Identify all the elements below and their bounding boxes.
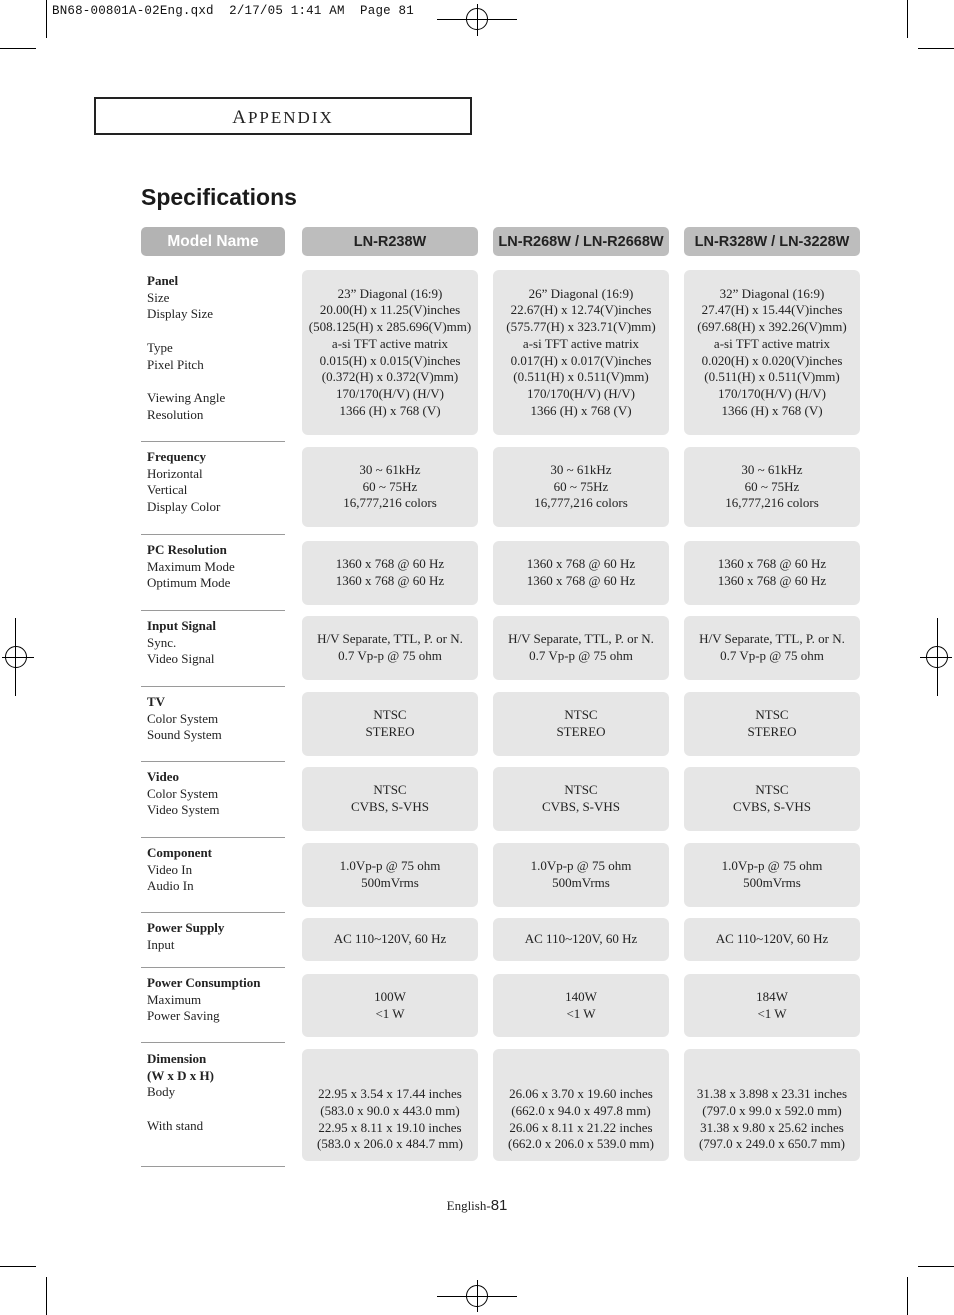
dimension-heading-units: (W x D x H) [147, 1067, 214, 1083]
print-slug: BN68-00801A-02Eng.qxd 2/17/05 1:41 AM Page 81 [52, 4, 414, 18]
row-divider [141, 610, 285, 611]
spec-label: Video In [147, 861, 193, 877]
crop-mark [46, 0, 47, 38]
spec-value: NTSC [755, 707, 789, 723]
spec-value: (662.0 x 94.0 x 497.8 mm) [511, 1102, 651, 1118]
spec-value: 0.7 Vp-p @ 75 ohm [720, 648, 824, 663]
spec-value: (583.0 x 206.0 x 484.7 mm) [317, 1136, 463, 1152]
spec-value: a-si TFT active matrix [331, 335, 449, 351]
spec-label [147, 323, 225, 340]
power-consumption-labels [147, 975, 261, 1025]
crop-mark [0, 48, 36, 49]
spec-value: AC 110~120V, 60 Hz [524, 931, 638, 947]
spec-label: Display Color [147, 499, 221, 515]
crop-mark [907, 0, 908, 38]
video-heading: Video [147, 769, 180, 784]
power-consumption-heading: Power Consumption [147, 975, 261, 990]
row-divider [141, 1042, 285, 1043]
input-signal-values-model-1 [302, 616, 478, 680]
spec-value: 60 ~ 75Hz [553, 478, 609, 494]
page-title: Specifications [141, 184, 297, 210]
row-divider [141, 441, 285, 442]
spec-value: NTSC [373, 782, 407, 798]
registration-mark-circle [466, 8, 488, 30]
frequency-labels [147, 449, 220, 516]
spec-value: 20.00(H) x 11.25(V)inches [319, 302, 461, 318]
power-supply-labels [147, 920, 224, 953]
spec-value: NTSC [564, 782, 598, 798]
section-title-rest: PPENDIX [247, 108, 334, 127]
spec-value: 31.38 x 9.80 x 25.62 inches [700, 1119, 844, 1135]
section-header [94, 97, 472, 135]
spec-value: (583.0 x 90.0 x 443.0 mm) [320, 1102, 460, 1118]
spec-value: 1360 x 768 @ 60 Hz [717, 573, 827, 588]
spec-value: 22.95 x 8.11 x 19.10 inches [318, 1119, 462, 1135]
spec-value: 16,777,216 colors [725, 495, 819, 511]
tv-values-model-1 [302, 692, 478, 756]
spec-label: Pixel Pitch [147, 356, 204, 372]
spec-value: 1.0Vp-p @ 75 ohm [339, 858, 441, 874]
power-supply-heading: Power Supply [147, 920, 225, 935]
spec-label: Input [147, 936, 175, 952]
row-divider [141, 761, 285, 762]
dimension-labels [147, 1051, 214, 1135]
spec-value: 1360 x 768 @ 60 Hz [526, 556, 636, 572]
row-divider [141, 912, 285, 913]
component-heading: Component [147, 845, 213, 860]
frequency-heading: Frequency [147, 449, 206, 464]
spec-value: STEREO [365, 724, 415, 739]
spec-value: H/V Separate, TTL, P. or N. [508, 631, 654, 647]
spec-value: 170/170(H/V) (H/V) [527, 385, 635, 401]
spec-label: Body [147, 1084, 176, 1100]
spec-value: (797.0 x 99.0 x 592.0 mm) [702, 1102, 842, 1118]
tv-labels [147, 694, 222, 744]
spec-label: Resolution [147, 406, 204, 422]
component-values-model-3 [684, 843, 860, 907]
spec-label: Type [147, 339, 173, 355]
spec-value: a-si TFT active matrix [713, 335, 831, 351]
spec-value: 22.95 x 3.54 x 17.44 inches [318, 1086, 462, 1102]
pc-resolution-heading: PC Resolution [147, 542, 227, 557]
spec-value: 22.67(H) x 12.74(V)inches [510, 302, 652, 318]
spec-label: Sound System [147, 727, 222, 743]
power-supply-values-model-1 [302, 918, 478, 961]
spec-value: <1 W [375, 1005, 405, 1021]
spec-value: (662.0 x 206.0 x 539.0 mm) [508, 1136, 654, 1152]
component-labels [147, 845, 212, 895]
page-number: 81 [490, 1197, 508, 1214]
spec-value: 140W [565, 988, 597, 1004]
spec-label: Viewing Angle [147, 389, 226, 405]
spec-value: 0.020(H) x 0.020(V)inches [701, 352, 843, 368]
spec-label: Optimum Mode [147, 575, 231, 591]
spec-label: With stand [147, 1117, 204, 1133]
spec-value: 1.0Vp-p @ 75 ohm [530, 858, 632, 874]
spec-label: Sync. [147, 634, 177, 650]
spec-label: Video System [147, 802, 220, 818]
spec-value: 0.7 Vp-p @ 75 ohm [529, 648, 633, 663]
row-divider [141, 837, 285, 838]
pc-resolution-values-model-1 [302, 541, 478, 605]
spec-label: Power Saving [147, 1008, 220, 1024]
spec-label [147, 373, 225, 390]
spec-value: NTSC [564, 707, 598, 723]
model-header-1: LN-R238W [302, 227, 478, 256]
spec-label: Horizontal [147, 465, 203, 481]
spec-value: STEREO [747, 724, 797, 739]
spec-value: 1.0Vp-p @ 75 ohm [721, 858, 823, 874]
frequency-values-model-3 [684, 447, 860, 527]
dimension-heading: Dimension [147, 1051, 207, 1066]
dimension-values-model-2 [493, 1049, 669, 1161]
model-name-header: Model Name [141, 227, 285, 256]
model-header-2: LN-R268W / LN-R2668W [493, 227, 669, 256]
panel-values-model-1 [302, 270, 478, 435]
input-signal-heading: Input Signal [147, 618, 217, 633]
panel-heading: Panel [147, 273, 179, 288]
video-values-model-2 [493, 767, 669, 831]
spec-label: Audio In [147, 878, 194, 894]
tv-values-model-2 [493, 692, 669, 756]
spec-value: 23” Diagonal (16:9) [337, 285, 443, 301]
video-values-model-3 [684, 767, 860, 831]
spec-value: 1366 (H) x 768 (V) [721, 402, 823, 418]
spec-value: (797.0 x 249.0 x 650.7 mm) [699, 1136, 845, 1152]
power-consumption-values-model-2 [493, 974, 669, 1037]
spec-value: 26” Diagonal (16:9) [528, 285, 634, 301]
spec-value: 1366 (H) x 768 (V) [339, 402, 441, 418]
section-title [96, 107, 470, 129]
crop-mark [918, 1266, 954, 1267]
panel-values-model-2 [493, 270, 669, 435]
spec-label: Maximum Mode [147, 558, 235, 574]
frequency-values-model-1 [302, 447, 478, 527]
crop-mark [918, 48, 954, 49]
spec-value: 30 ~ 61kHz [359, 461, 421, 477]
spec-value: 500mVrms [552, 875, 610, 890]
spec-label [147, 1101, 214, 1118]
spec-value: 1360 x 768 @ 60 Hz [717, 556, 827, 572]
spec-value: 16,777,216 colors [343, 495, 437, 511]
spec-value: (0.511(H) x 0.511(V)mm) [513, 369, 649, 385]
row-divider [141, 534, 285, 535]
row-divider [141, 686, 285, 687]
row-divider [141, 967, 285, 968]
spec-value: 0.7 Vp-p @ 75 ohm [338, 648, 442, 663]
section-title-initial: A [232, 107, 248, 128]
pc-resolution-values-model-3 [684, 541, 860, 605]
registration-mark-circle [5, 646, 27, 668]
spec-value: 0.015(H) x 0.015(V)inches [319, 352, 461, 368]
spec-value: 1360 x 768 @ 60 Hz [335, 556, 445, 572]
spec-value: 1360 x 768 @ 60 Hz [526, 573, 636, 588]
input-signal-values-model-2 [493, 616, 669, 680]
crop-mark [46, 1277, 47, 1315]
spec-value: (697.68(H) x 392.26(V)mm) [697, 319, 847, 335]
spec-value: CVBS, S-VHS [350, 799, 430, 814]
spec-value: <1 W [757, 1005, 787, 1021]
spec-value: 27.47(H) x 15.44(V)inches [701, 302, 843, 318]
video-labels [147, 769, 220, 819]
spec-label: Size [147, 289, 170, 305]
component-values-model-1 [302, 843, 478, 907]
spec-value: NTSC [755, 782, 789, 798]
spec-value: 100W [374, 988, 406, 1004]
pc-resolution-labels [147, 542, 235, 592]
spec-value: <1 W [566, 1005, 596, 1021]
spec-value: a-si TFT active matrix [522, 335, 640, 351]
registration-mark-circle [926, 646, 948, 668]
spec-value: 500mVrms [361, 875, 419, 890]
spec-value: (508.125(H) x 285.696(V)mm) [308, 319, 472, 335]
dimension-values-model-3 [684, 1049, 860, 1161]
spec-value: 26.06 x 8.11 x 21.22 inches [509, 1119, 653, 1135]
spec-value: CVBS, S-VHS [732, 799, 812, 814]
spec-value: 1360 x 768 @ 60 Hz [335, 573, 445, 588]
tv-values-model-3 [684, 692, 860, 756]
spec-label: Display Size [147, 306, 214, 322]
spec-value: (575.77(H) x 323.71(V)mm) [506, 319, 656, 335]
frequency-values-model-2 [493, 447, 669, 527]
spec-value: AC 110~120V, 60 Hz [715, 931, 829, 947]
spec-value: CVBS, S-VHS [541, 799, 621, 814]
video-values-model-1 [302, 767, 478, 831]
spec-label: Video Signal [147, 651, 215, 667]
power-supply-values-model-3 [684, 918, 860, 961]
spec-value: (0.511(H) x 0.511(V)mm) [704, 369, 840, 385]
component-values-model-2 [493, 843, 669, 907]
spec-value: H/V Separate, TTL, P. or N. [699, 631, 845, 647]
spec-label: Color System [147, 785, 219, 801]
spec-label: Vertical [147, 482, 188, 498]
spec-value: 30 ~ 61kHz [550, 461, 612, 477]
dimension-values-model-1 [302, 1049, 478, 1161]
spec-value: STEREO [556, 724, 606, 739]
spec-value: H/V Separate, TTL, P. or N. [317, 631, 463, 647]
crop-mark [0, 1266, 36, 1267]
row-divider [141, 1166, 285, 1167]
spec-value: 60 ~ 75Hz [362, 478, 418, 494]
spec-value: (0.372(H) x 0.372(V)mm) [321, 369, 459, 385]
spec-value: 26.06 x 3.70 x 19.60 inches [509, 1086, 653, 1102]
input-signal-labels [147, 618, 216, 668]
spec-value: NTSC [373, 707, 407, 723]
power-consumption-values-model-1 [302, 974, 478, 1037]
spec-value: 170/170(H/V) (H/V) [718, 385, 826, 401]
spec-label: Maximum [147, 991, 202, 1007]
pc-resolution-values-model-2 [493, 541, 669, 605]
panel-labels [147, 273, 225, 423]
spec-value: 1366 (H) x 768 (V) [530, 402, 632, 418]
power-supply-values-model-2 [493, 918, 669, 961]
panel-values-model-3 [684, 270, 860, 435]
input-signal-values-model-3 [684, 616, 860, 680]
spec-label: Color System [147, 710, 219, 726]
spec-value: AC 110~120V, 60 Hz [333, 931, 447, 947]
model-header-3: LN-R328W / LN-3228W [684, 227, 860, 256]
power-consumption-values-model-3 [684, 974, 860, 1037]
spec-value: 16,777,216 colors [534, 495, 628, 511]
spec-value: 170/170(H/V) (H/V) [336, 385, 444, 401]
registration-mark-circle [466, 1285, 488, 1307]
spec-value: 31.38 x 3.898 x 23.31 inches [696, 1086, 848, 1102]
footer-language: English- [446, 1198, 491, 1213]
page-footer [0, 1197, 954, 1214]
spec-value: 184W [756, 988, 788, 1004]
tv-heading: TV [147, 694, 166, 709]
spec-value: 0.017(H) x 0.017(V)inches [510, 352, 652, 368]
spec-value: 32” Diagonal (16:9) [719, 285, 825, 301]
spec-value: 60 ~ 75Hz [744, 478, 800, 494]
spec-value: 30 ~ 61kHz [741, 461, 803, 477]
crop-mark [907, 1277, 908, 1315]
spec-value: 500mVrms [743, 875, 801, 890]
